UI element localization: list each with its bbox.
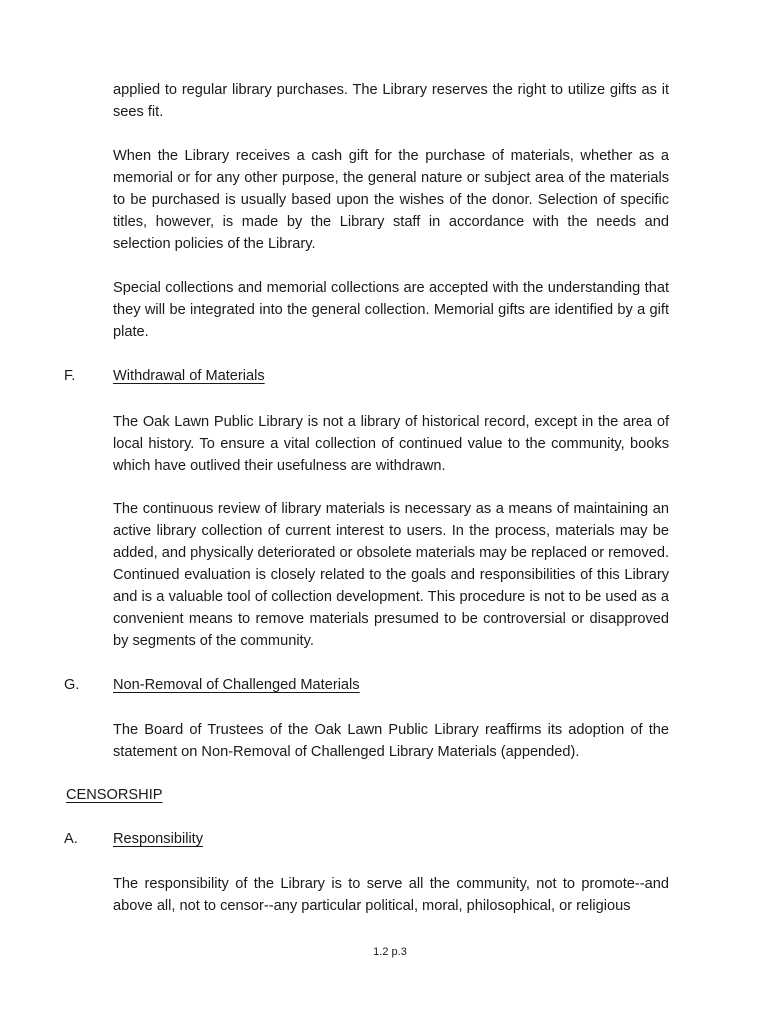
heading-responsibility-title: Responsibility xyxy=(113,831,204,847)
page-number: 1.2 p.3 xyxy=(373,946,407,958)
paragraph-cash-gift: When the Library receives a cash gift for the purchase of materials, whether as a memorial or for any other purpose, the general nature or subject area of the materials to be purchased is usually based upon the wishes of the donor. Selection of specific titles, however, is made by the Library staff in accordance with the needs and selection policies of the Library. xyxy=(113,148,669,252)
paragraph-board-of-trustees: The Board of Trustees of the Oak Lawn Public Library reaffirms its adoption of the statement on Non-Removal of Challenged Library Materials (appended). xyxy=(113,722,669,760)
paragraph-library-responsibility: The responsibility of the Library is to serve all the community, not to promote--and above all, not to censor--any particular political, moral, philosophical, or religious xyxy=(113,876,669,914)
heading-responsibility-letter: A. xyxy=(64,831,78,847)
heading-non-removal-letter: G. xyxy=(64,677,80,693)
paragraph-gifts-usage: applied to regular library purchases. The Library reserves the right to utilize gifts as it sees fit. xyxy=(113,82,669,120)
section-title-censorship: CENSORSHIP xyxy=(66,787,163,803)
heading-non-removal xyxy=(64,674,360,696)
heading-withdrawal xyxy=(64,365,265,387)
paragraph-special-collections: Special collections and memorial collections are accepted with the understanding that they will be integrated into the general collection. Memorial gifts are identified by a gift plate. xyxy=(113,280,669,340)
paragraph-historical-record: The Oak Lawn Public Library is not a library of historical record, except in the area of local history. To ensure a vital collection of continued value to the community, books which have outlived their usefulness are withdrawn. xyxy=(113,414,669,474)
heading-withdrawal-title: Withdrawal of Materials xyxy=(113,368,265,384)
heading-withdrawal-letter: F. xyxy=(64,368,76,384)
paragraph-continuous-review: The continuous review of library materials is necessary as a means of maintaining an active library collection of current interest to users. In the process, materials may be added, and physically deteriorated or obsolete materials may be replaced or removed. Continued evaluation is closely related to the goals and responsibilities of this Library and is a valuable tool of collection development. This procedure is not to be used as a convenient means to remove materials presumed to be controversial or disapproved by segments of the community. xyxy=(113,501,669,649)
heading-non-removal-title: Non-Removal of Challenged Materials xyxy=(113,677,360,693)
heading-responsibility xyxy=(64,828,203,850)
